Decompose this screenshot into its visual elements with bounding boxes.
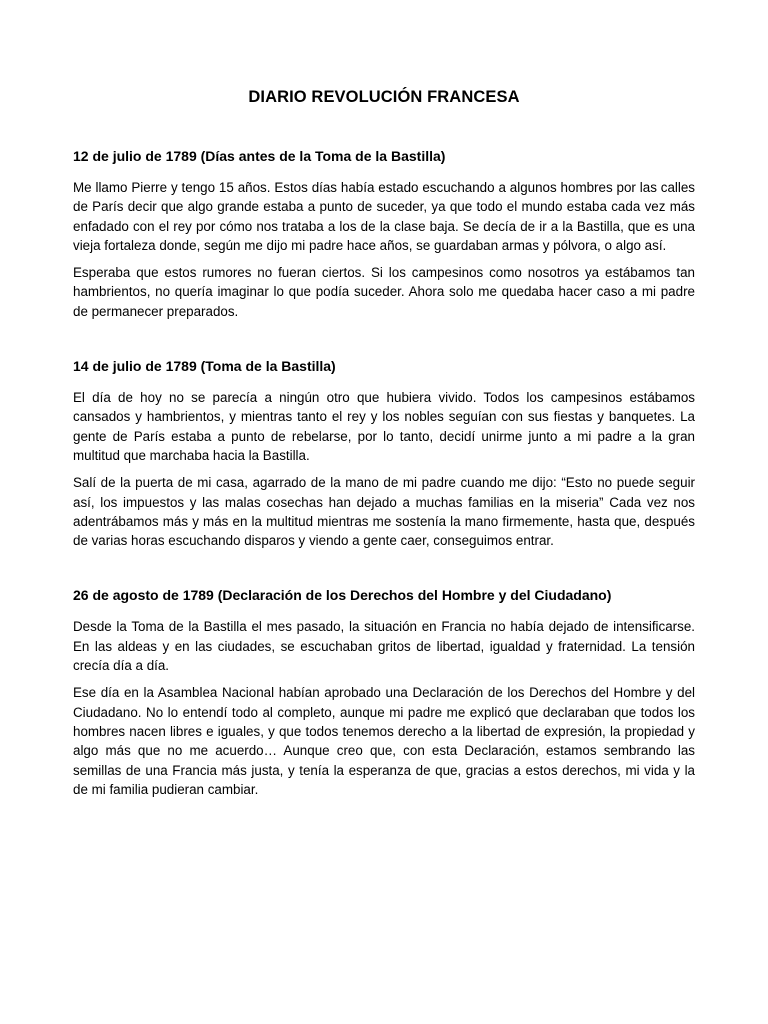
entry-paragraph: Ese día en la Asamblea Nacional habían aprobado una Declaración de los Derechos del Hombre y del Ciudadano. No lo entendí todo al completo, aunque mi padre me explicó que declaraban que todos los hombres nacen libres e iguales, y que todos tenemos derecho a la libertad de expresión, la propiedad y algo más que no me acuerdo… Aunque creo que, con esta Declaración, estamos sembrando las semillas de una Francia más justa, y tenía la esperanza de que, gracias a estos derechos, mi vida y la de mi familia pudieran cambiar.: [73, 685, 695, 797]
entry-paragraph: El día de hoy no se parecía a ningún otro que hubiera vivido. Todos los campesinos estábamos cansados y hambrientos, y mientras tanto el rey y los nobles seguían con sus fiestas y banquetes. La gente de París estaba a punto de rebelarse, por lo tanto, decidí unirme junto a mi padre a la gran multitud que marchaba hacia la Bastilla.: [73, 390, 695, 463]
entry-heading: 14 de julio de 1789 (Toma de la Bastilla): [73, 358, 336, 375]
entry-heading: 12 de julio de 1789 (Días antes de la Toma de la Bastilla): [73, 148, 446, 164]
entry-paragraph: Desde la Toma de la Bastilla el mes pasado, la situación en Francia no había dejado de intensificarse. En las aldeas y en las ciudades, se escuchaban gritos de libertad, igualdad y fraternidad. La tensión crecía día a día.: [73, 619, 695, 674]
diary-entry-july-12: [73, 147, 695, 321]
diary-entry-july-14: [73, 357, 695, 550]
entry-paragraph: Esperaba que estos rumores no fueran ciertos. Si los campesinos como nosotros ya estábamos tan hambrientos, no quería imaginar lo que podía suceder. Ahora solo me quedaba hacer caso a mi padre de permanecer preparados.: [73, 265, 695, 319]
entry-paragraph: Me llamo Pierre y tengo 15 años. Estos días había estado escuchando a algunos hombres por las calles de París decir que algo grande estaba a punto de suceder, ya que todo el mundo estaba cada vez más enfadado con el rey por cómo nos trataba a los de la clase baja. Se decía de ir a la Bastilla, que es una vieja fortaleza donde, según me dijo mi padre hace años, se guardaban armas y pólvora, o algo así.: [73, 180, 695, 253]
entry-paragraph: Salí de la puerta de mi casa, agarrado de la mano de mi padre cuando me dijo: “Esto no puede seguir así, los impuestos y las malas cosechas han dejado a muchas familias en la miseria” Cada vez nos adentrábamos más y más en la multitud mientras me sostenía la mano firmemente, hasta que, después de varias horas escuchando disparos y viendo a gente caer, conseguimos entrar.: [73, 475, 695, 549]
entry-heading: 26 de agosto de 1789 (Declaración de los Derechos del Hombre y del Ciudadano): [73, 587, 612, 604]
document-title: DIARIO REVOLUCIÓN FRANCESA: [248, 88, 520, 106]
diary-entry-august-26: [73, 586, 695, 799]
